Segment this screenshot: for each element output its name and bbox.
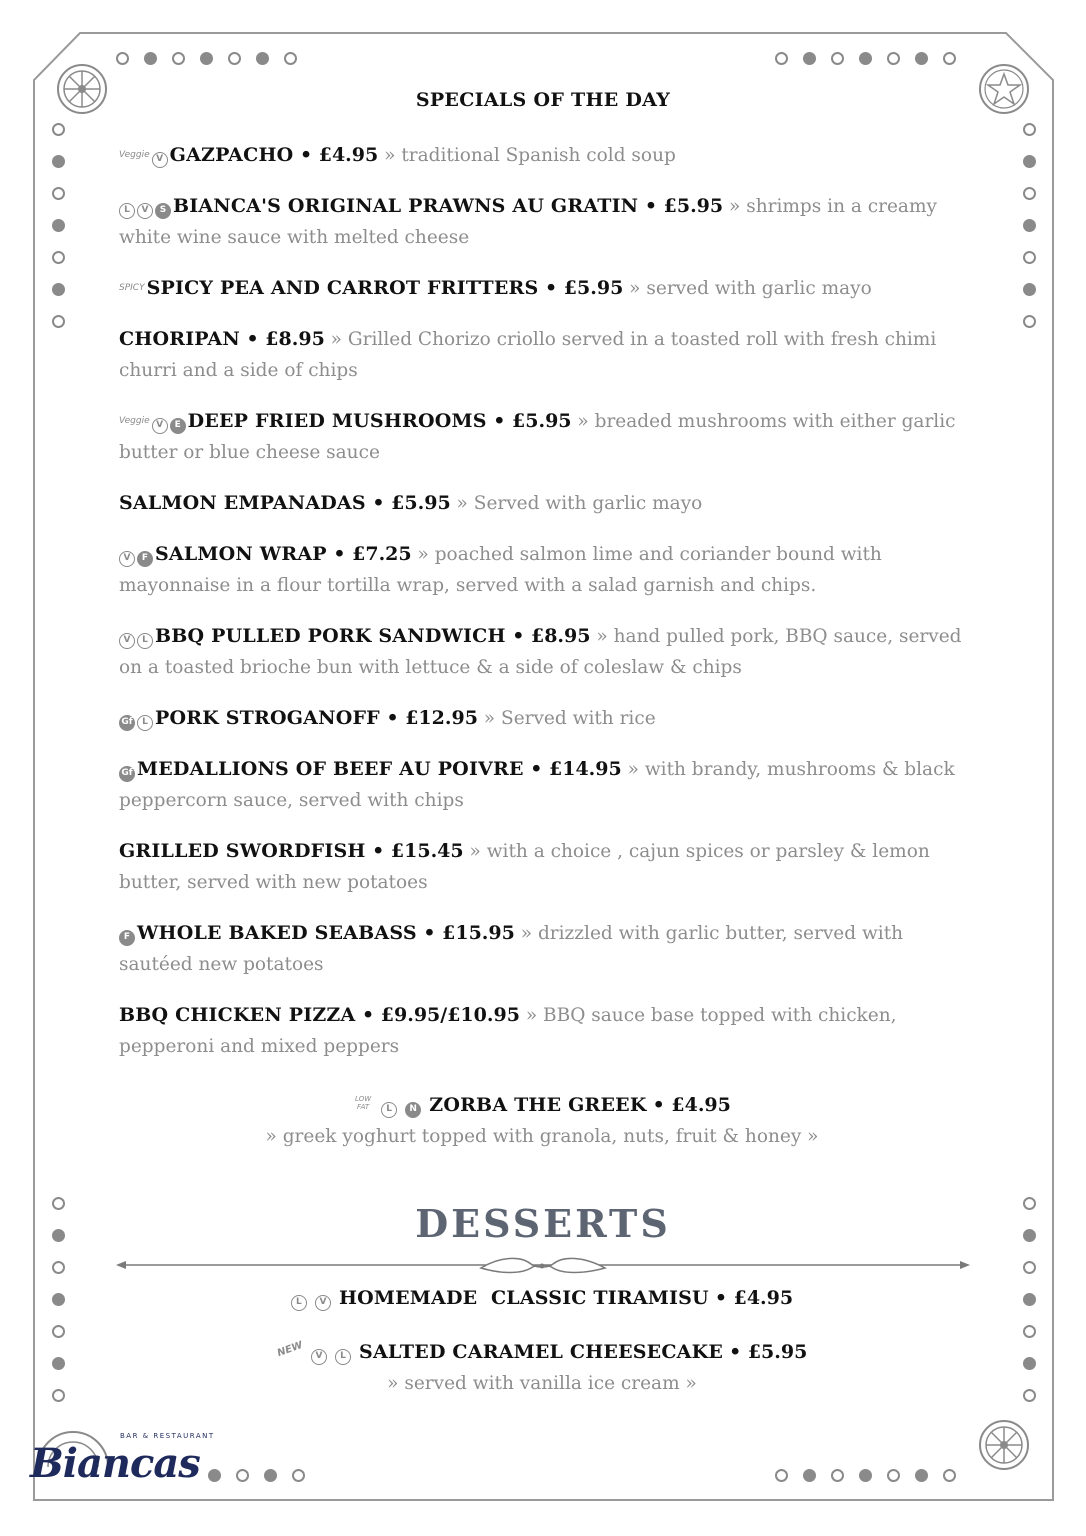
- item-name: CHORIPAN: [119, 328, 240, 350]
- left-dots-upper: [52, 123, 65, 328]
- list-item: GRILLED SWORDFISH • £15.45 » with a choice , cajun spices or parsley & lemon butter, served with new potatoes: [119, 840, 930, 893]
- logo: Biancas: [30, 1440, 200, 1487]
- item-name: BIANCA'S ORIGINAL PRAWNS AU GRATIN: [173, 195, 639, 217]
- diet-badge-icon: V: [152, 418, 168, 434]
- item-description: » served with vanilla ice cream »: [387, 1373, 697, 1394]
- item-name: GRILLED SWORDFISH: [119, 840, 366, 862]
- list-item: Gf MEDALLIONS OF BEEF AU POIVRE • £14.95 » with brandy, mushrooms & black peppercorn sauce, served with chips: [119, 758, 955, 811]
- item-name: ZORBA THE GREEK: [429, 1094, 647, 1116]
- list-item: F WHOLE BAKED SEABASS • £15.95 » drizzled with garlic butter, served with sautéed new potatoes: [119, 922, 904, 975]
- item-name: MEDALLIONS OF BEEF AU POIVRE: [137, 758, 524, 780]
- item-description: breaded mushrooms with either garlic butter or blue cheese sauce: [119, 411, 956, 463]
- item-price: £7.25: [352, 543, 412, 565]
- item-description: Grilled Chorizo criollo served in a toasted roll with fresh chimi churri and a side of chips: [119, 329, 937, 381]
- item-description: Served with rice: [501, 708, 656, 729]
- list-item: LOW FAT L N ZORBA THE GREEK • £4.95 » greek yoghurt topped with granola, nuts, fruit & honey »: [265, 1094, 819, 1147]
- list-item: L V HOMEMADE CLASSIC TIRAMISU • £4.95: [119, 1283, 965, 1314]
- diet-badge-icon: L: [137, 633, 153, 649]
- diet-badge-icon: V: [119, 633, 135, 649]
- item-name: SPICY PEA AND CARROT FRITTERS: [146, 277, 539, 299]
- diet-badge-icon: F: [119, 930, 135, 946]
- item-name: BBQ PULLED PORK SANDWICH: [155, 625, 506, 647]
- centered-special: [119, 1090, 965, 1172]
- diet-badge-icon: L: [137, 715, 153, 731]
- item-price: £8.95: [530, 625, 591, 647]
- item-name: SALMON WRAP: [155, 543, 327, 565]
- specials-list: [119, 140, 965, 1082]
- diet-badge-icon: L: [335, 1349, 351, 1365]
- diet-badge-icon: N: [405, 1102, 421, 1118]
- item-price: £5.95: [391, 492, 451, 514]
- item-price: £9.95/£10.95: [380, 1004, 520, 1026]
- item-name: WHOLE BAKED SEABASS: [137, 922, 417, 944]
- item-name: SALTED CARAMEL CHEESECAKE: [359, 1341, 724, 1363]
- desserts-heading: DESSERTS: [415, 1201, 671, 1246]
- list-item: Veggie V E DEEP FRIED MUSHROOMS • £5.95 » breaded mushrooms with either garlic butter or blue cheese sauce: [119, 406, 965, 468]
- diet-badge-icon: L: [291, 1295, 307, 1311]
- diet-badge-icon: F: [137, 551, 153, 567]
- list-item: NEW V L SALTED CARAMEL CHEESECAKE • £5.95 » served with vanilla ice cream »: [119, 1334, 965, 1399]
- item-name: PORK STROGANOFF: [155, 707, 380, 729]
- new-tag: NEW: [275, 1339, 304, 1360]
- diet-badge-icon: Gf: [119, 766, 135, 782]
- top-left-dots: [116, 52, 297, 65]
- list-item: SPICY SPICY PEA AND CARROT FRITTERS • £5.95 » served with garlic mayo: [119, 273, 965, 304]
- diet-badge-icon: Gf: [119, 715, 135, 731]
- item-price: £15.45: [390, 840, 464, 862]
- diet-badge-icon: V: [119, 551, 135, 567]
- bottom-right-dots: [775, 1469, 956, 1482]
- item-description: Served with garlic mayo: [473, 493, 703, 514]
- item-description: with brandy, mushrooms & black peppercorn sauce, served with chips: [119, 759, 955, 811]
- ornament-divider: [116, 1254, 970, 1276]
- item-price: £5.95: [663, 195, 724, 217]
- top-right-dots: [775, 52, 956, 65]
- item-price: £12.95: [405, 707, 478, 729]
- diet-badge-icon: E: [170, 418, 186, 434]
- item-price: £14.95: [549, 758, 622, 780]
- right-dots-upper: [1023, 123, 1036, 328]
- list-item: Gf L PORK STROGANOFF • £12.95 » Served with rice: [119, 703, 965, 734]
- list-item: Veggie V GAZPACHO • £4.95 » traditional Spanish cold soup: [119, 140, 965, 171]
- wagon-wheel-icon: [978, 1419, 1030, 1471]
- item-price: £5.95: [747, 1341, 808, 1363]
- bottom-left-dots: [208, 1469, 305, 1482]
- item-price: £4.95: [733, 1287, 794, 1309]
- list-item: L V S BIANCA'S ORIGINAL PRAWNS AU GRATIN • £5.95 » shrimps in a creamy white wine sauce with melted cheese: [119, 195, 937, 248]
- item-price: £5.95: [563, 277, 624, 299]
- list-item: SALMON EMPANADAS • £5.95 » Served with garlic mayo: [119, 492, 703, 514]
- item-name: SALMON EMPANADAS: [119, 492, 366, 514]
- diet-tag: SPICY: [119, 283, 145, 293]
- item-name: DEEP FRIED MUSHROOMS: [187, 410, 487, 432]
- diet-badge-icon: L: [119, 203, 135, 219]
- item-name: BBQ CHICKEN PIZZA: [119, 1004, 356, 1026]
- logo-subtitle: BAR & RESTAURANT: [120, 1432, 215, 1440]
- desserts-list: [119, 1283, 965, 1419]
- item-price: £5.95: [512, 410, 572, 432]
- item-name: HOMEMADE CLASSIC TIRAMISU: [338, 1287, 709, 1309]
- page-title: SPECIALS OF THE DAY: [415, 89, 671, 111]
- item-price: £4.95: [318, 144, 379, 166]
- item-description: poached salmon lime and coriander bound with mayonnaise in a flour tortilla wrap, served with a salad garnish and chips.: [119, 544, 882, 596]
- item-description: with a choice , cajun spices or parsley & lemon butter, served with new potatoes: [119, 841, 930, 893]
- item-price: £15.95: [442, 922, 515, 944]
- diet-tag: Veggie: [119, 416, 150, 426]
- item-description: drizzled with garlic butter, served with sautéed new potatoes: [119, 923, 904, 975]
- item-description: served with garlic mayo: [646, 278, 872, 299]
- diet-badge-icon: V: [137, 203, 153, 219]
- diet-badge-icon: V: [315, 1295, 331, 1311]
- item-description: shrimps in a creamy white wine sauce with melted cheese: [119, 196, 937, 248]
- item-description: BBQ sauce base topped with chicken, pepperoni and mixed peppers: [119, 1005, 897, 1057]
- item-name: GAZPACHO: [169, 144, 294, 166]
- item-description: hand pulled pork, BBQ sauce, served on a toasted brioche bun with lettuce & a side of coleslaw & chips: [119, 626, 962, 678]
- item-description: traditional Spanish cold soup: [401, 145, 676, 166]
- list-item: V F SALMON WRAP • £7.25 » poached salmon lime and coriander bound with mayonnaise in a flour tortilla wrap, served with a salad garnish and chips.: [119, 543, 882, 596]
- item-price: £8.95: [265, 328, 325, 350]
- diet-badge-icon: L: [381, 1102, 397, 1118]
- item-price: £4.95: [671, 1094, 731, 1116]
- low-fat-tag: LOW FAT: [355, 1095, 372, 1111]
- item-description: » greek yoghurt topped with granola, nuts, fruit & honey »: [265, 1126, 819, 1147]
- diet-badge-icon: V: [152, 152, 168, 168]
- list-item: V L BBQ PULLED PORK SANDWICH • £8.95 » hand pulled pork, BBQ sauce, served on a toasted brioche bun with lettuce & a side of coleslaw & chips: [119, 625, 962, 678]
- diet-tag: Veggie: [119, 150, 150, 160]
- diet-badge-icon: S: [155, 203, 171, 219]
- list-item: CHORIPAN • £8.95 » Grilled Chorizo criollo served in a toasted roll with fresh chimi churri and a side of chips: [119, 328, 937, 381]
- list-item: BBQ CHICKEN PIZZA • £9.95/£10.95 » BBQ sauce base topped with chicken, pepperoni and mixed peppers: [119, 1004, 897, 1057]
- diet-badge-icon: V: [311, 1349, 327, 1365]
